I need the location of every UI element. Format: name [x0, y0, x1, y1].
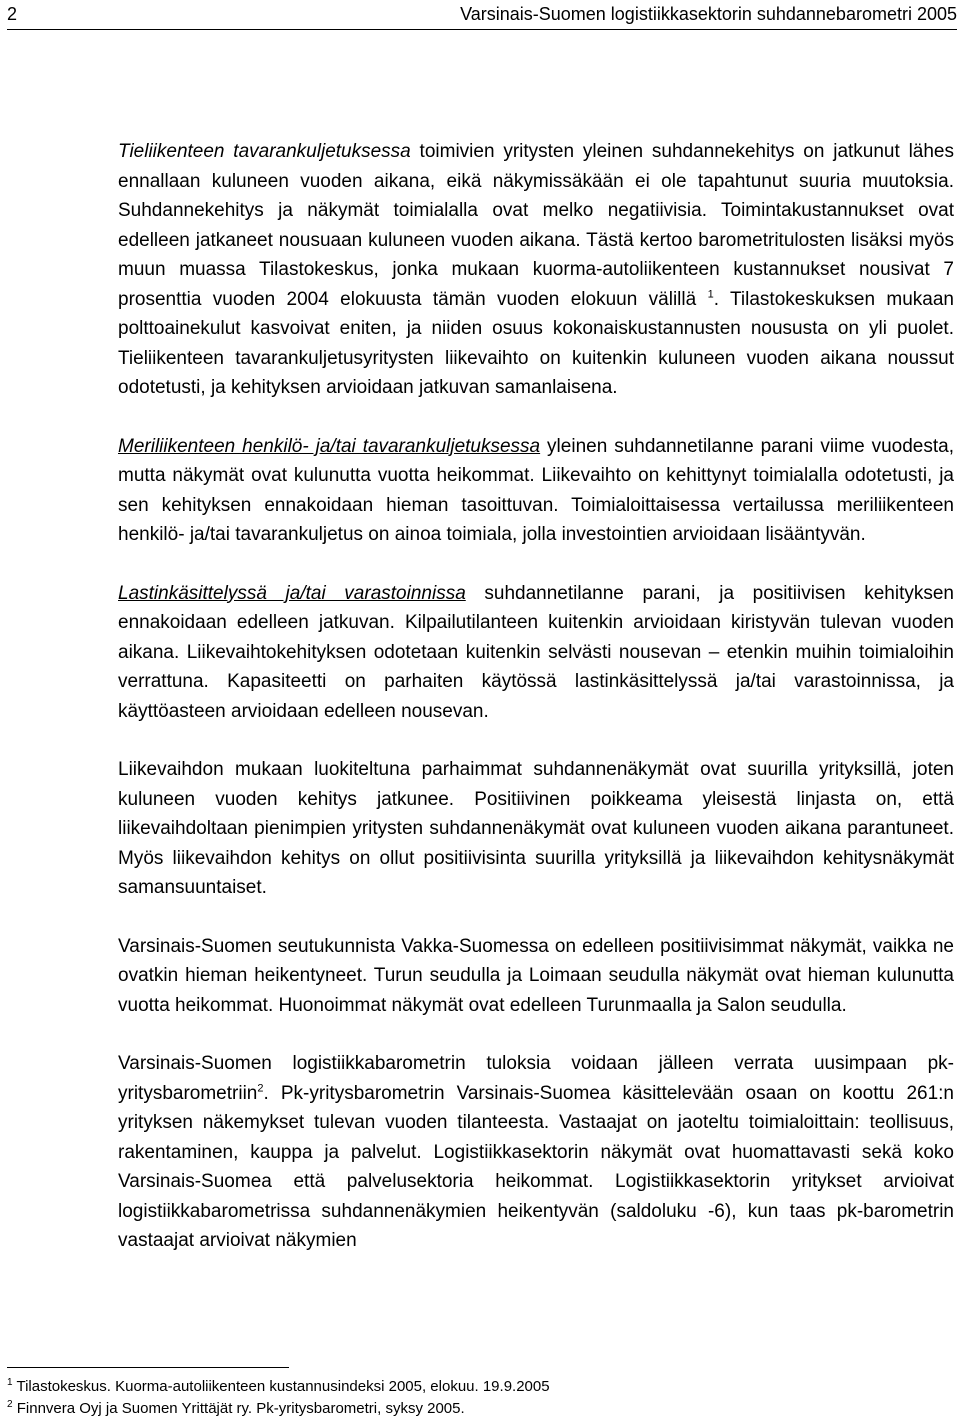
footnote-ref: 2 — [257, 1082, 264, 1095]
paragraph-lead: Meriliikenteen henkilö- ja/tai tavarankuljetuksessa — [118, 435, 541, 457]
paragraph-text: Varsinais-Suomen seutukunnista Vakka-Suomessa on edelleen positiivisimmat näkymät, vaikka ne ovatkin hieman heikentyneet. Turun seudulla ja Loimaan seudulla näkymät ovat hieman kulunutta vuotta heikommat. Huonoimmat näkymät ovat edelleen Turunmaalla ja Salon seudulla. — [118, 935, 954, 1016]
footnote-text: Finnvera Oyj ja Suomen Yrittäjät ry. Pk-yritysbarometri, syksy 2005. — [12, 1400, 465, 1417]
paragraph-text: . Pk-yritysbarometrin Varsinais-Suomea käsittelevään osaan on koottu 261:n yrityksen näkemykset tulevan vuoden tilanteesta. Vastaajat on jaoteltu toimialoittain: teollisuus, rakentaminen, kauppa ja palvelut. Logistiikkasektorin näkymät ovat huomattavasti sekä koko Varsinais-Suomea että palvelusektoria heikommat. Logistiikkasektorin yritykset arvioivat logistiikkabarometrissa suhdannenäkymien heikentyvän (saldoluku -6), kun taas pk-barometrin vastaajat arvioivat näkymien — [118, 1082, 954, 1251]
paragraph-text: suhdannetilanne parani, ja positiivisen kehityksen ennakoidaan edelleen jatkuvan. Kilpailutilanteen kuitenkin arvioidaan kiristyvän tulevan vuoden aikana. Liikevaihtokehityksen odotetaan kuitenkin selvästi nousevan – etenkin muihin toimialoihin verrattuna. Kapasiteetti on parhaiten käytössä lastinkäsittelyssä ja/tai varastoinnissa, ja käyttöasteen arvioidaan edelleen nousevan. — [118, 582, 954, 722]
document-body — [118, 137, 954, 1285]
paragraph-text: Varsinais-Suomen logistiikkabarometrin tuloksia voidaan jälleen verrata uusimpaan pk-yritysbarometriin — [118, 1053, 954, 1104]
paragraph-sme-comparison — [118, 1049, 954, 1256]
footnote-number: 1 — [7, 1377, 13, 1388]
paragraph-cargo-handling — [118, 579, 954, 727]
footnote-ref: 1 — [707, 288, 714, 301]
paragraph-subregions — [118, 932, 954, 1021]
paragraph-text: Liikevaihdon mukaan luokiteltuna parhaimmat suhdannenäkymät ovat suurilla yrityksillä, joten kuluneen vuoden kehitys jatkunee. Positiivinen poikkeama yleisestä linjasta on, että liikevaihdoltaan pienimpien yritysten suhdannenäkymät ovat kuluneen vuoden aikana parantuneet. Myös liikevaihdon kehitys on ollut positiivisinta suurilla yrityksillä ja liikevaihdon kehitysnäkymät samansuuntaiset. — [118, 759, 954, 898]
footnote — [7, 1398, 550, 1420]
page-header — [7, 4, 957, 28]
paragraph-sea-transport — [118, 432, 954, 550]
footnote-separator — [7, 1367, 289, 1368]
paragraph-lead: Lastinkäsittelyssä ja/tai varastoinnissa — [118, 582, 466, 604]
page-number: 2 — [7, 4, 18, 24]
footnote — [7, 1376, 550, 1398]
paragraph-company-size — [118, 755, 954, 903]
footnotes — [7, 1376, 550, 1420]
header-rule — [7, 29, 957, 30]
footnote-text: Tilastokeskus. Kuorma-autoliikenteen kustannusindeksi 2005, elokuu. 19.9.2005 — [12, 1378, 550, 1395]
paragraph-text: . Tilastokeskuksen mukaan polttoainekulut kasvoivat eniten, ja niiden osuus kokonaiskustannusten noususta on yli puolet. Tieliikenteen tavarankuljetusyritysten liikevaihto on kuitenkin kuluneen vuoden aikana noussut odotetusti, ja kehityksen arvioidaan jatkuvan samanlaisena. — [118, 288, 954, 398]
footnote-number: 2 — [7, 1399, 13, 1410]
running-title: Varsinais-Suomen logistiikkasektorin suhdannebarometri 2005 — [460, 4, 957, 24]
paragraph-text: toimivien yritysten yleinen suhdannekehitys on jatkunut lähes ennallaan kuluneen vuoden aikana, eikä näkymissäkään ei ole tapahtunut suuria muutoksia. Suhdannekehitys ja näkymät toimialalla ovat melko negatiivisia. Toimintakustannukset ovat edelleen jatkaneet nousuaan kuluneen vuoden aikana. Tästä kertoo barometritulosten lisäksi myös muun muassa Tilastokeskus, jonka mukaan kuorma-autoliikenteen kustannukset nousivat 7 prosenttia vuoden 2004 elokuusta tämän vuoden elokuun välillä — [118, 141, 955, 310]
paragraph-lead: Tieliikenteen tavarankuljetuksessa — [118, 141, 411, 162]
paragraph-road-transport — [118, 137, 954, 403]
paragraph-text: yleinen suhdannetilanne parani viime vuodesta, mutta näkymät ovat kulunutta vuotta heikommat. Liikevaihto on kehittynyt toimialalla odotetusti, ja sen kehityksen ennakoidaan hieman tasoittuvan. Toimialoittaisessa vertailussa meriliikenteen henkilö- ja/tai tavarankuljetus on ainoa toimiala, jolla investointien arvioidaan lisääntyvän. — [118, 435, 955, 545]
